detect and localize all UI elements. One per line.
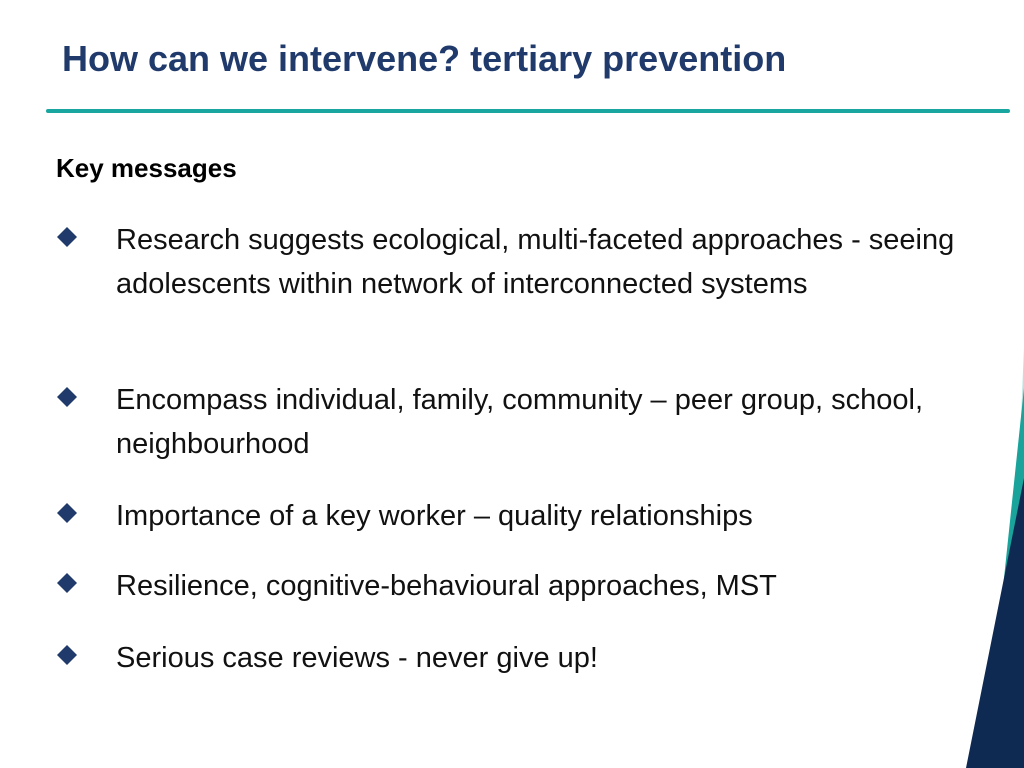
bullet-text: Serious case reviews - never give up! [116, 642, 598, 674]
title-divider [46, 109, 1010, 113]
slide-title: How can we intervene? tertiary prevention [62, 38, 787, 79]
diamond-icon [56, 226, 78, 248]
bullet-text: Research suggests ecological, multi-faceted approaches - seeing adolescents within network of interconnected systems [116, 224, 955, 300]
bullet-text: Encompass individual, family, community – peer group, school, neighbourhood [116, 384, 924, 460]
corner-decoration [944, 348, 1024, 768]
diamond-icon [56, 644, 78, 666]
bullet-text: Resilience, cognitive-behavioural approaches, MST [116, 570, 777, 602]
bullet-text: Importance of a key worker – quality relationships [116, 500, 753, 532]
diamond-icon [56, 572, 78, 594]
diamond-icon [56, 502, 78, 524]
key-messages-heading: Key messages [56, 153, 237, 183]
diamond-icon [56, 386, 78, 408]
